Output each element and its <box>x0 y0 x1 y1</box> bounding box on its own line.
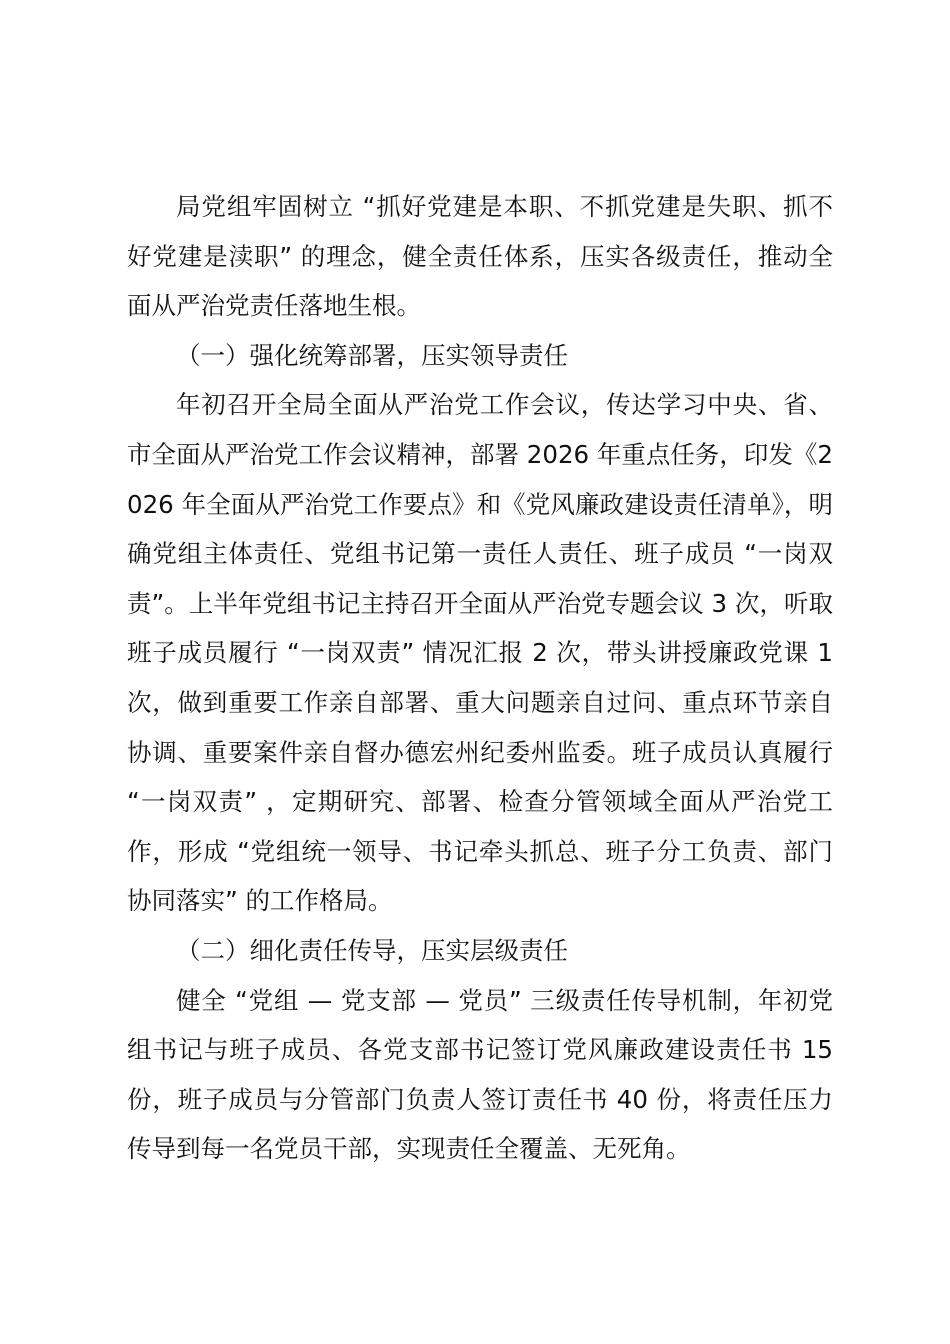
section-heading-2: （二）细化责任传导，压实层级责任 <box>176 935 568 965</box>
document-body <box>127 182 833 1174</box>
paragraph-section-1: 年初召开全局全面从严治党工作会议，传达学习中央、省、市全面从严治党工作会议精神，部署 2026 年重点任务，印发《2026 年全面从严治党工作要点》和《党风廉政建设责任清单》，明确党组主体责任、党组书记第一责任人责任、班子成员 “一岗双责”。上半年党组书记主持召开全面从严治党专题会议 3 次，听取班子成员履行 “一岗双责” 情况汇报 2 次，带头讲授廉政党课 1 次，做到重要工作亲自部署、重大问题亲自过问、重点环节亲自协调、重要案件亲自督办德宏州纪委州监委。班子成员认真履行 “一岗双责” ，定期研究、部署、检查分管领域全面从严治党工作，形成 “党组统一领导、书记牵头抓总、班子分工负责、部门协同落实” 的工作格局。 <box>127 390 834 916</box>
section-heading-1: （一）强化统筹部署，压实领导责任 <box>176 340 568 370</box>
paragraph-intro: 局党组牢固树立 “抓好党建是本职、不抓党建是失职、抓不好党建是渎职” 的理念，健全责任体系，压实各级责任，推动全面从严治党责任落地生根。 <box>127 192 833 321</box>
paragraph-section-2: 健全 “党组 — 党支部 — 党员” 三级责任传导机制，年初党组书记与班子成员、各党支部书记签订党风廉政建设责任书 15 份，班子成员与分管部门负责人签订责任书 40 份，将责任压力传导到每一名党员干部，实现责任全覆盖、无死角。 <box>127 985 833 1164</box>
